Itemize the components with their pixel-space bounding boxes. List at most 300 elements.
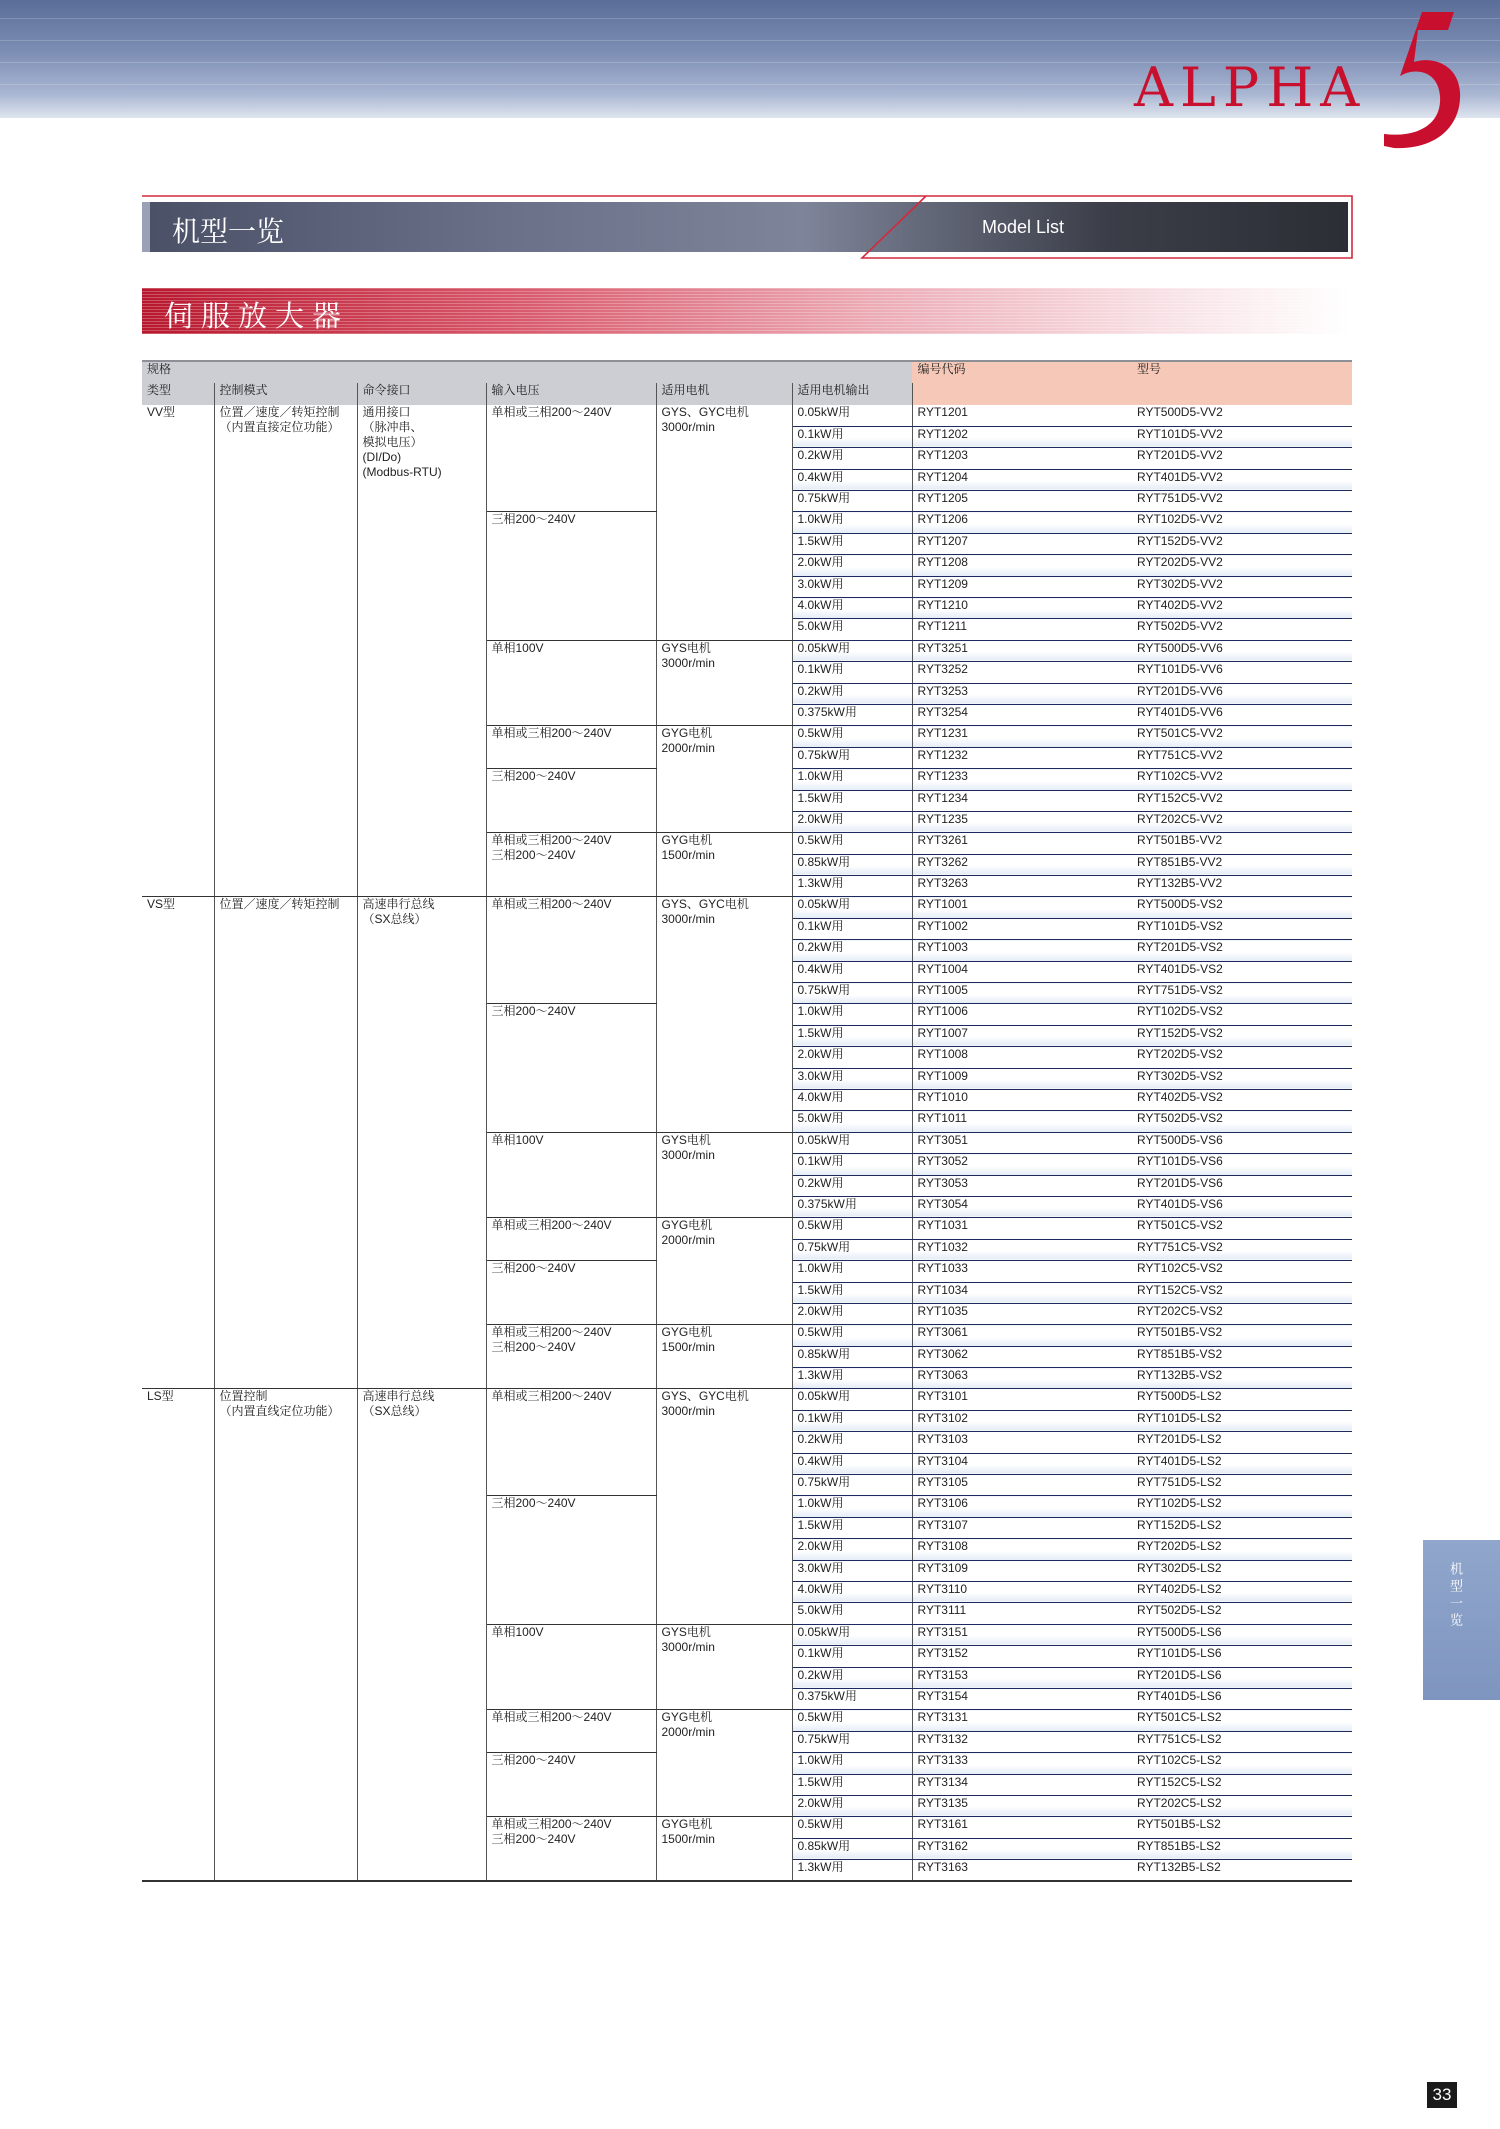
code-cell: RYT3052 (912, 1154, 1132, 1175)
motor-output-cell: 0.4kW用 (792, 469, 912, 490)
code-cell: RYT3053 (912, 1175, 1132, 1196)
input-voltage-cell-line: 三相200～240V (491, 512, 576, 527)
command-interface-cell-line: 高速串行总线 (362, 897, 435, 912)
code-cell: RYT1001 (912, 897, 1132, 918)
motor-cell (656, 640, 792, 726)
motor-output-cell: 1.5kW用 (792, 1517, 912, 1538)
input-voltage-cell-line: 单相或三相200～240V (491, 1817, 612, 1832)
motor-output-cell: 0.5kW用 (792, 726, 912, 747)
model-list-table (142, 360, 1352, 1882)
code-cell: RYT3106 (912, 1496, 1132, 1517)
header-type: 类型 (142, 383, 214, 405)
code-cell: RYT3154 (912, 1688, 1132, 1709)
code-cell: RYT3261 (912, 833, 1132, 854)
motor-output-cell: 0.05kW用 (792, 640, 912, 661)
input-voltage-cell (486, 897, 656, 1004)
input-voltage-cell-line: 单相或三相200～240V (491, 1325, 612, 1340)
motor-output-cell: 0.75kW用 (792, 1731, 912, 1752)
code-cell: RYT1006 (912, 1004, 1132, 1025)
code-cell: RYT3105 (912, 1475, 1132, 1496)
code-cell: RYT3162 (912, 1838, 1132, 1859)
type-cell: LS型 (142, 1389, 214, 1881)
motor-cell (656, 1710, 792, 1817)
input-voltage-cell-line: 三相200～240V (491, 1753, 576, 1768)
model-cell: RYT501C5-VV2 (1132, 726, 1352, 747)
header-model: 型号 (1132, 361, 1352, 405)
table-row (142, 897, 1352, 918)
motor-cell-line: GYG电机 (661, 833, 713, 848)
model-cell: RYT751D5-VS2 (1132, 983, 1352, 1004)
code-cell: RYT3163 (912, 1860, 1132, 1881)
code-cell: RYT3252 (912, 662, 1132, 683)
input-voltage-cell (486, 1753, 656, 1817)
command-interface-cell (357, 405, 486, 897)
model-cell: RYT751C5-LS2 (1132, 1731, 1352, 1752)
header-motor: 适用电机 (656, 383, 792, 405)
motor-output-cell: 0.2kW用 (792, 683, 912, 704)
command-interface-cell-line: 模拟电压） (362, 435, 423, 449)
model-cell: RYT500D5-LS2 (1132, 1389, 1352, 1410)
input-voltage-cell-line: 三相200～240V (491, 1261, 576, 1276)
motor-output-cell: 1.5kW用 (792, 790, 912, 811)
command-interface-cell-line: 高速串行总线 (362, 1389, 435, 1404)
motor-output-cell: 3.0kW用 (792, 1560, 912, 1581)
motor-output-cell: 0.75kW用 (792, 1239, 912, 1260)
motor-cell-line: 3000r/min (661, 420, 715, 434)
model-cell: RYT751D5-VV2 (1132, 491, 1352, 512)
motor-cell (656, 405, 792, 640)
motor-cell (656, 1218, 792, 1325)
motor-output-cell: 0.75kW用 (792, 747, 912, 768)
command-interface-cell-line: （SX总线） (362, 912, 427, 927)
motor-output-cell: 0.5kW用 (792, 1218, 912, 1239)
model-cell: RYT201D5-VS2 (1132, 940, 1352, 961)
model-cell: RYT302D5-VS2 (1132, 1068, 1352, 1089)
model-cell: RYT202D5-VS2 (1132, 1047, 1352, 1068)
section-accent-line (142, 192, 1354, 260)
model-cell: RYT502D5-VS2 (1132, 1111, 1352, 1132)
control-mode-cell (214, 897, 357, 1389)
input-voltage-cell (486, 833, 656, 897)
motor-output-cell: 0.2kW用 (792, 1432, 912, 1453)
page-number: 33 (1427, 2082, 1457, 2108)
code-cell: RYT3161 (912, 1817, 1132, 1838)
model-cell: RYT201D5-VS6 (1132, 1175, 1352, 1196)
input-voltage-cell (486, 1218, 656, 1261)
model-list-table-container (142, 360, 1352, 1882)
input-voltage-cell-line: 单相或三相200～240V (491, 833, 612, 848)
model-cell: RYT851B5-LS2 (1132, 1838, 1352, 1859)
code-cell: RYT1010 (912, 1090, 1132, 1111)
input-voltage-cell-line: 单相或三相200～240V (491, 1710, 612, 1725)
command-interface-cell-line: （脉冲串、 (362, 420, 423, 434)
model-cell: RYT102D5-LS2 (1132, 1496, 1352, 1517)
code-cell: RYT1035 (912, 1303, 1132, 1324)
input-voltage-cell-line: 单相或三相200～240V (491, 1218, 612, 1233)
motor-cell (656, 726, 792, 833)
motor-output-cell: 2.0kW用 (792, 1795, 912, 1816)
model-cell: RYT102C5-VS2 (1132, 1261, 1352, 1282)
section-title-en: Model List (982, 217, 1065, 237)
control-mode-cell-line: 位置／速度／转矩控制 (219, 897, 340, 912)
model-cell: RYT501B5-VV2 (1132, 833, 1352, 854)
code-cell: RYT3108 (912, 1539, 1132, 1560)
motor-output-cell: 0.1kW用 (792, 1154, 912, 1175)
model-cell: RYT202C5-VS2 (1132, 1303, 1352, 1324)
code-cell: RYT1032 (912, 1239, 1132, 1260)
model-cell: RYT152C5-LS2 (1132, 1774, 1352, 1795)
motor-output-cell: 0.2kW用 (792, 1667, 912, 1688)
code-cell: RYT1003 (912, 940, 1132, 961)
code-cell: RYT3107 (912, 1517, 1132, 1538)
model-cell: RYT401D5-LS2 (1132, 1453, 1352, 1474)
motor-cell (656, 1624, 792, 1710)
motor-output-cell: 0.75kW用 (792, 1475, 912, 1496)
control-mode-cell-line: 位置／速度／转矩控制 (219, 405, 340, 419)
motor-output-cell: 1.0kW用 (792, 512, 912, 533)
control-mode-cell (214, 405, 357, 897)
model-cell: RYT201D5-LS2 (1132, 1432, 1352, 1453)
model-cell: RYT401D5-VV6 (1132, 704, 1352, 725)
motor-output-cell: 1.0kW用 (792, 1753, 912, 1774)
code-cell: RYT1205 (912, 491, 1132, 512)
model-cell: RYT152D5-VV2 (1132, 533, 1352, 554)
table-row (142, 405, 1352, 426)
code-cell: RYT1011 (912, 1111, 1132, 1132)
control-mode-cell (214, 1389, 357, 1881)
motor-cell-line: GYG电机 (661, 1218, 713, 1233)
model-cell: RYT851B5-VS2 (1132, 1346, 1352, 1367)
code-cell: RYT3109 (912, 1560, 1132, 1581)
motor-output-cell: 1.5kW用 (792, 1774, 912, 1795)
command-interface-cell-line: 通用接口 (362, 405, 411, 419)
motor-output-cell: 0.1kW用 (792, 918, 912, 939)
model-cell: RYT202C5-LS2 (1132, 1795, 1352, 1816)
model-cell: RYT500D5-LS6 (1132, 1624, 1352, 1645)
motor-output-cell: 5.0kW用 (792, 1603, 912, 1624)
input-voltage-cell-line: 单相或三相200～240V (491, 1389, 612, 1404)
motor-output-cell: 1.5kW用 (792, 533, 912, 554)
code-cell: RYT1209 (912, 576, 1132, 597)
model-cell: RYT501C5-LS2 (1132, 1710, 1352, 1731)
model-cell: RYT102C5-LS2 (1132, 1753, 1352, 1774)
command-interface-cell-line: （SX总线） (362, 1404, 427, 1419)
header-code: 编号代码 (912, 361, 1132, 405)
code-cell: RYT1031 (912, 1218, 1132, 1239)
input-voltage-cell-line: 三相200～240V (491, 1340, 576, 1355)
code-cell: RYT3251 (912, 640, 1132, 661)
motor-output-cell: 1.0kW用 (792, 1261, 912, 1282)
motor-output-cell: 0.1kW用 (792, 1410, 912, 1431)
motor-cell-line: 2000r/min (661, 1233, 715, 1248)
motor-output-cell: 4.0kW用 (792, 598, 912, 619)
command-interface-cell (357, 897, 486, 1389)
motor-output-cell: 1.3kW用 (792, 876, 912, 897)
model-cell: RYT401D5-VV2 (1132, 469, 1352, 490)
model-cell: RYT201D5-VV2 (1132, 448, 1352, 469)
motor-output-cell: 2.0kW用 (792, 1047, 912, 1068)
motor-output-cell: 0.85kW用 (792, 1838, 912, 1859)
model-cell: RYT101D5-LS2 (1132, 1410, 1352, 1431)
motor-cell-line: 3000r/min (661, 912, 715, 927)
motor-cell-line: GYS、GYC电机 (661, 897, 749, 912)
code-cell: RYT3132 (912, 1731, 1132, 1752)
model-cell: RYT402D5-VV2 (1132, 598, 1352, 619)
input-voltage-cell (486, 1004, 656, 1132)
model-cell: RYT152D5-VS2 (1132, 1025, 1352, 1046)
motor-cell (656, 1325, 792, 1389)
type-cell: VV型 (142, 405, 214, 897)
motor-output-cell: 2.0kW用 (792, 811, 912, 832)
input-voltage-cell (486, 1325, 656, 1389)
input-voltage-cell-line: 三相200～240V (491, 769, 576, 784)
model-cell: RYT202C5-VV2 (1132, 811, 1352, 832)
code-cell: RYT1007 (912, 1025, 1132, 1046)
motor-output-cell: 0.85kW用 (792, 1346, 912, 1367)
code-cell: RYT3262 (912, 854, 1132, 875)
motor-cell-line: 3000r/min (661, 1404, 715, 1419)
motor-cell-line: GYS、GYC电机 (661, 1389, 749, 1404)
code-cell: RYT3253 (912, 683, 1132, 704)
motor-output-cell: 2.0kW用 (792, 1539, 912, 1560)
model-cell: RYT152C5-VV2 (1132, 790, 1352, 811)
motor-cell-line: 3000r/min (661, 1639, 715, 1654)
motor-output-cell: 3.0kW用 (792, 576, 912, 597)
motor-cell (656, 1817, 792, 1881)
motor-output-cell: 0.05kW用 (792, 1624, 912, 1645)
code-cell: RYT1004 (912, 961, 1132, 982)
input-voltage-cell (486, 1817, 656, 1881)
motor-cell-line: 3000r/min (661, 655, 715, 670)
motor-output-cell: 1.3kW用 (792, 1368, 912, 1389)
motor-output-cell: 0.05kW用 (792, 1132, 912, 1153)
code-cell: RYT3111 (912, 1603, 1132, 1624)
motor-output-cell: 0.1kW用 (792, 426, 912, 447)
code-cell: RYT3061 (912, 1325, 1132, 1346)
motor-output-cell: 0.5kW用 (792, 1325, 912, 1346)
code-cell: RYT3102 (912, 1410, 1132, 1431)
side-tab-label: 机型一览 (1447, 1562, 1462, 1630)
motor-cell-line: 1500r/min (661, 848, 715, 863)
model-cell: RYT502D5-LS2 (1132, 1603, 1352, 1624)
input-voltage-cell (486, 726, 656, 769)
motor-output-cell: 0.1kW用 (792, 662, 912, 683)
code-cell: RYT3104 (912, 1453, 1132, 1474)
model-cell: RYT102D5-VS2 (1132, 1004, 1352, 1025)
motor-cell-line: 3000r/min (661, 1147, 715, 1162)
command-interface-cell-line: (DI/Do) (362, 450, 402, 464)
motor-output-cell: 0.85kW用 (792, 854, 912, 875)
motor-output-cell: 1.3kW用 (792, 1860, 912, 1881)
model-cell: RYT402D5-VS2 (1132, 1090, 1352, 1111)
code-cell: RYT3135 (912, 1795, 1132, 1816)
type-cell: VS型 (142, 897, 214, 1389)
code-cell: RYT1009 (912, 1068, 1132, 1089)
subsection-title: 伺服放大器 (164, 299, 350, 333)
motor-cell-line: 2000r/min (661, 741, 715, 756)
logo-text: ALPHA (1134, 56, 1367, 119)
alpha5-logo (1122, 0, 1462, 160)
command-interface-cell-line: (Modbus-RTU) (362, 465, 442, 479)
model-cell: RYT101D5-VV2 (1132, 426, 1352, 447)
model-cell: RYT502D5-VV2 (1132, 619, 1352, 640)
control-mode-cell-line: 位置控制 (219, 1389, 268, 1404)
input-voltage-cell (486, 1496, 656, 1624)
motor-output-cell: 0.5kW用 (792, 833, 912, 854)
model-cell: RYT401D5-LS6 (1132, 1688, 1352, 1709)
code-cell: RYT1208 (912, 555, 1132, 576)
motor-output-cell: 0.4kW用 (792, 961, 912, 982)
motor-output-cell: 5.0kW用 (792, 619, 912, 640)
motor-output-cell: 0.375kW用 (792, 704, 912, 725)
input-voltage-cell-line: 单相100V (491, 1624, 544, 1639)
input-voltage-cell-line: 单相或三相200～240V (491, 405, 612, 419)
motor-output-cell: 2.0kW用 (792, 555, 912, 576)
code-cell: RYT1211 (912, 619, 1132, 640)
code-cell: RYT1008 (912, 1047, 1132, 1068)
code-cell: RYT3152 (912, 1646, 1132, 1667)
motor-cell (656, 1389, 792, 1624)
motor-output-cell: 1.5kW用 (792, 1025, 912, 1046)
motor-cell-line: 1500r/min (661, 1340, 715, 1355)
motor-output-cell: 0.5kW用 (792, 1817, 912, 1838)
code-cell: RYT1201 (912, 405, 1132, 426)
motor-output-cell: 0.75kW用 (792, 983, 912, 1004)
model-cell: RYT500D5-VS2 (1132, 897, 1352, 918)
motor-output-cell: 0.5kW用 (792, 1710, 912, 1731)
code-cell: RYT3134 (912, 1774, 1132, 1795)
code-cell: RYT3254 (912, 704, 1132, 725)
input-voltage-cell-line: 单相100V (491, 1132, 544, 1147)
input-voltage-cell-line: 三相200～240V (491, 848, 576, 863)
code-cell: RYT1207 (912, 533, 1132, 554)
model-cell: RYT751C5-VS2 (1132, 1239, 1352, 1260)
motor-cell (656, 833, 792, 897)
input-voltage-cell (486, 405, 656, 512)
input-voltage-cell (486, 512, 656, 640)
model-cell: RYT201D5-LS6 (1132, 1667, 1352, 1688)
motor-cell-line: GYG电机 (661, 1325, 713, 1340)
input-voltage-cell (486, 1389, 656, 1496)
model-cell: RYT102D5-VV2 (1132, 512, 1352, 533)
model-cell: RYT152D5-LS2 (1132, 1517, 1352, 1538)
model-cell: RYT202D5-LS2 (1132, 1539, 1352, 1560)
model-cell: RYT132B5-LS2 (1132, 1860, 1352, 1881)
input-voltage-cell-line: 三相200～240V (491, 1004, 576, 1019)
motor-cell (656, 1132, 792, 1218)
model-cell: RYT402D5-LS2 (1132, 1581, 1352, 1602)
motor-output-cell: 2.0kW用 (792, 1303, 912, 1324)
motor-output-cell: 0.375kW用 (792, 1196, 912, 1217)
header-command-interface: 命令接口 (357, 383, 486, 405)
section-title-cn: 机型一览 (172, 215, 285, 248)
model-cell: RYT302D5-VV2 (1132, 576, 1352, 597)
subsection-header (142, 288, 1350, 334)
model-cell: RYT132B5-VV2 (1132, 876, 1352, 897)
motor-cell-line: GYS、GYC电机 (661, 405, 749, 419)
header-input-voltage: 输入电压 (486, 383, 656, 405)
input-voltage-cell (486, 769, 656, 833)
code-cell: RYT3263 (912, 876, 1132, 897)
input-voltage-cell (486, 1624, 656, 1710)
table-body (142, 405, 1352, 1881)
code-cell: RYT3151 (912, 1624, 1132, 1645)
motor-cell (656, 897, 792, 1132)
motor-cell-line: GYG电机 (661, 726, 713, 741)
model-cell: RYT851B5-VV2 (1132, 854, 1352, 875)
code-cell: RYT1231 (912, 726, 1132, 747)
code-cell: RYT1206 (912, 512, 1132, 533)
motor-output-cell: 0.2kW用 (792, 448, 912, 469)
model-cell: RYT501B5-VS2 (1132, 1325, 1352, 1346)
model-cell: RYT101D5-VS6 (1132, 1154, 1352, 1175)
motor-output-cell: 1.0kW用 (792, 1496, 912, 1517)
motor-output-cell: 0.05kW用 (792, 405, 912, 426)
input-voltage-cell-line: 单相或三相200～240V (491, 897, 612, 912)
model-cell: RYT500D5-VV6 (1132, 640, 1352, 661)
motor-output-cell: 1.0kW用 (792, 769, 912, 790)
motor-cell-line: GYG电机 (661, 1817, 713, 1832)
model-cell: RYT302D5-LS2 (1132, 1560, 1352, 1581)
motor-output-cell: 0.375kW用 (792, 1688, 912, 1709)
motor-output-cell: 0.2kW用 (792, 1175, 912, 1196)
input-voltage-cell (486, 1710, 656, 1753)
code-cell: RYT3063 (912, 1368, 1132, 1389)
model-cell: RYT101D5-VV6 (1132, 662, 1352, 683)
code-cell: RYT3051 (912, 1132, 1132, 1153)
motor-output-cell: 0.1kW用 (792, 1646, 912, 1667)
control-mode-cell-line: （内置直线定位功能） (219, 1404, 340, 1419)
motor-output-cell: 5.0kW用 (792, 1111, 912, 1132)
motor-output-cell: 0.05kW用 (792, 1389, 912, 1410)
header-spec: 规格 (142, 361, 912, 383)
header-control-mode: 控制模式 (214, 383, 357, 405)
model-cell: RYT500D5-VS6 (1132, 1132, 1352, 1153)
code-cell: RYT3101 (912, 1389, 1132, 1410)
motor-cell-line: GYG电机 (661, 1710, 713, 1725)
command-interface-cell (357, 1389, 486, 1881)
input-voltage-cell (486, 640, 656, 726)
code-cell: RYT1202 (912, 426, 1132, 447)
model-cell: RYT102C5-VV2 (1132, 769, 1352, 790)
model-cell: RYT101D5-VS2 (1132, 918, 1352, 939)
model-cell: RYT202D5-VV2 (1132, 555, 1352, 576)
header-motor-output: 适用电机输出 (792, 383, 912, 405)
code-cell: RYT1203 (912, 448, 1132, 469)
model-cell: RYT501C5-VS2 (1132, 1218, 1352, 1239)
motor-output-cell: 4.0kW用 (792, 1581, 912, 1602)
code-cell: RYT1234 (912, 790, 1132, 811)
motor-output-cell: 0.2kW用 (792, 940, 912, 961)
motor-output-cell: 0.4kW用 (792, 1453, 912, 1474)
model-cell: RYT501B5-LS2 (1132, 1817, 1352, 1838)
motor-cell-line: GYS电机 (661, 640, 711, 655)
input-voltage-cell-line: 单相100V (491, 640, 544, 655)
motor-output-cell: 0.75kW用 (792, 491, 912, 512)
model-cell: RYT751C5-VV2 (1132, 747, 1352, 768)
code-cell: RYT1232 (912, 747, 1132, 768)
model-cell: RYT152C5-VS2 (1132, 1282, 1352, 1303)
motor-output-cell: 0.05kW用 (792, 897, 912, 918)
code-cell: RYT1210 (912, 598, 1132, 619)
input-voltage-cell (486, 1261, 656, 1325)
motor-cell-line: GYS电机 (661, 1624, 711, 1639)
code-cell: RYT1002 (912, 918, 1132, 939)
code-cell: RYT3131 (912, 1710, 1132, 1731)
model-cell: RYT132B5-VS2 (1132, 1368, 1352, 1389)
code-cell: RYT1005 (912, 983, 1132, 1004)
code-cell: RYT3054 (912, 1196, 1132, 1217)
